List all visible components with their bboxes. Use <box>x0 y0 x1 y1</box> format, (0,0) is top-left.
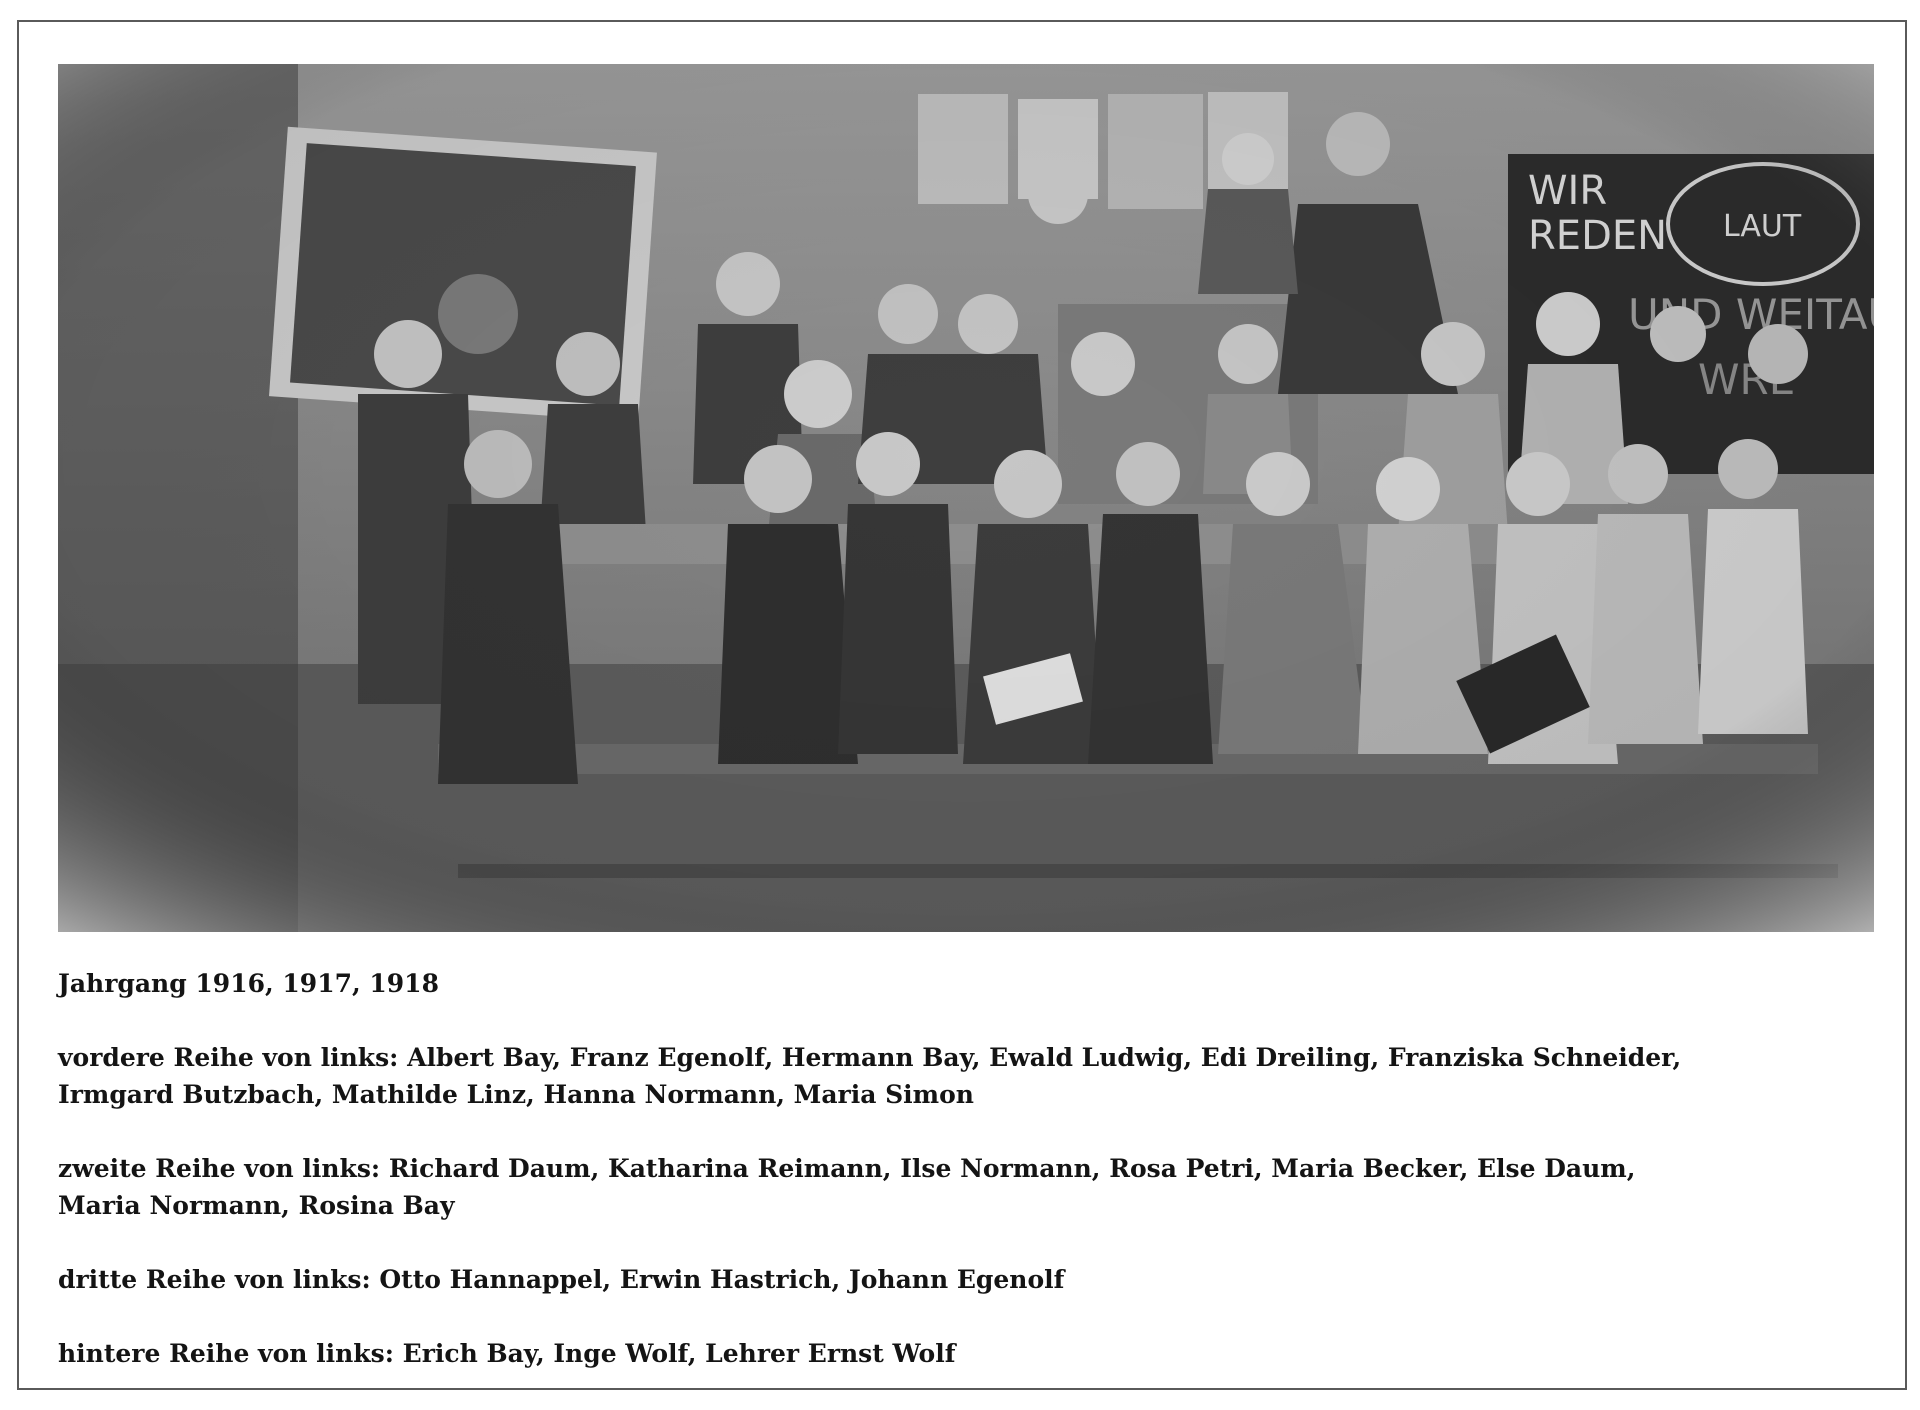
caption-year: Jahrgang 1916, 1917, 1918 <box>58 969 439 998</box>
person-name: Erwin Hastrich , <box>620 1265 849 1294</box>
person-name: Rosina Bay <box>298 1191 455 1220</box>
person-name: Rosa Petri , <box>1109 1154 1271 1183</box>
row-label: zweite Reihe von links : <box>58 1154 389 1183</box>
person-name: Maria Simon <box>793 1080 974 1109</box>
person-name: Franziska Schneider , <box>1388 1043 1681 1072</box>
person-name: Otto Hannappel , <box>379 1265 619 1294</box>
person-name: Lehrer Ernst Wolf <box>705 1339 956 1368</box>
person-name: Maria Normann , <box>58 1191 299 1220</box>
person-name: Maria Becker , <box>1271 1154 1477 1183</box>
person-name: Irmgard Butzbach , <box>58 1080 332 1109</box>
caption-row-third <box>58 1261 1858 1298</box>
person-name: Hermann Bay , <box>782 1043 989 1072</box>
caption-row-front <box>58 1039 1858 1113</box>
row-label: hintere Reihe von links : <box>58 1339 403 1368</box>
person-name: Albert Bay , <box>407 1043 570 1072</box>
person-name: Edi Dreiling , <box>1201 1043 1388 1072</box>
row-label: vordere Reihe von links : <box>58 1043 407 1072</box>
person-name: Katharina Reimann , <box>608 1154 900 1183</box>
photo-caption <box>58 965 1858 1409</box>
person-name: Erich Bay , <box>403 1339 554 1368</box>
caption-row-second <box>58 1150 1858 1224</box>
person-name: Franz Egenolf , <box>570 1043 782 1072</box>
photo-vignette <box>58 64 1874 932</box>
caption-row-back <box>58 1335 1858 1372</box>
person-name: Richard Daum , <box>389 1154 608 1183</box>
person-name: Johann Egenolf <box>848 1265 1065 1294</box>
person-name: Ilse Normann , <box>900 1154 1109 1183</box>
person-name: Else Daum , <box>1477 1154 1635 1183</box>
row-label: dritte Reihe von links : <box>58 1265 379 1294</box>
class-photograph <box>58 64 1874 932</box>
person-name: Inge Wolf , <box>553 1339 705 1368</box>
person-name: Mathilde Linz , <box>332 1080 544 1109</box>
person-name: Ewald Ludwig , <box>989 1043 1201 1072</box>
person-name: Hanna Normann , <box>543 1080 793 1109</box>
class-photo-illustration <box>58 64 1874 932</box>
